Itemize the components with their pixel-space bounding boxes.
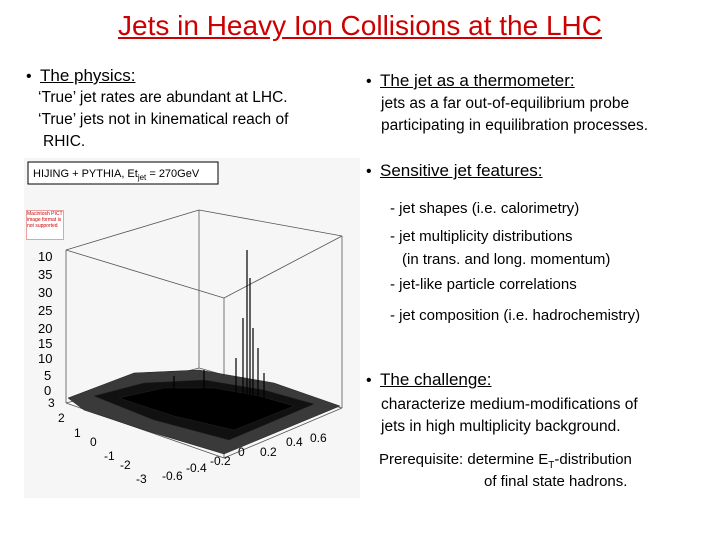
- z-tick-label: 25: [38, 303, 53, 318]
- features-heading: [366, 161, 543, 182]
- thermometer-line: participating in equilibration processes.: [381, 117, 649, 134]
- thermometer-text: [381, 93, 648, 137]
- x-tick-label: -0.6: [162, 469, 183, 483]
- feature-item: (in trans. and long. momentum): [402, 251, 611, 268]
- feature-item: - jet composition (i.e. hadrochemistry): [390, 307, 641, 324]
- y-tick-label: 3: [48, 396, 55, 410]
- z-tick-label: 10: [38, 249, 53, 264]
- feature-item: - jet shapes (i.e. calorimetry): [390, 200, 580, 217]
- bullet-icon: •: [366, 163, 372, 180]
- lego-plot-image: [24, 158, 360, 498]
- bullet-icon: •: [26, 68, 32, 85]
- z-tick-label: 5: [44, 368, 52, 383]
- x-tick-label: 0: [238, 445, 245, 459]
- slide-title: Jets in Heavy Ion Collisions at the LHC: [118, 10, 602, 41]
- challenge-line: characterize medium-modifications of: [381, 396, 638, 413]
- z-tick-label: 30: [38, 285, 53, 300]
- y-tick-label: 2: [58, 411, 65, 425]
- physics-heading: [26, 66, 135, 87]
- plot-legend-suffix: = 270GeV: [146, 168, 200, 180]
- bullet-icon: •: [366, 372, 372, 389]
- physics-line: RHIC.: [43, 133, 86, 150]
- physics-line: ‘True’ jet rates are abundant at LHC.: [38, 89, 288, 106]
- plot-legend-sub: jet: [137, 173, 147, 182]
- x-tick-label: 0.2: [260, 445, 277, 459]
- physics-line: ‘True’ jets not in kinematical reach of: [38, 111, 289, 128]
- y-tick-label: -3: [136, 472, 147, 486]
- physics-heading-label: The physics:: [40, 66, 136, 85]
- physics-text: [38, 87, 348, 153]
- challenge-text: [381, 394, 638, 438]
- x-tick-label: 0.6: [310, 431, 327, 445]
- z-tick-label: 20: [38, 321, 53, 336]
- y-tick-label: -1: [104, 449, 115, 463]
- z-tick-label: 35: [38, 267, 53, 282]
- x-tick-label: -0.2: [210, 454, 231, 468]
- prerequisite-suffix: -distribution: [554, 451, 632, 468]
- prerequisite-subscript: T: [548, 460, 555, 471]
- y-tick-label: 1: [74, 426, 81, 440]
- challenge-heading: [366, 370, 492, 391]
- plot-legend-prefix: HIJING + PYTHIA, Et: [33, 168, 138, 180]
- bullet-icon: •: [366, 73, 372, 90]
- y-tick-label: 0: [90, 435, 97, 449]
- y-tick-label: -2: [120, 458, 131, 472]
- challenge-line: jets in high multiplicity background.: [381, 418, 621, 435]
- x-tick-label: 0.4: [286, 435, 303, 449]
- unsupported-image-notice: Macintosh PICT image format is not supported: [26, 210, 64, 240]
- thermometer-line: jets as a far out-of-equilibrium probe: [381, 95, 630, 112]
- prerequisite-prefix: Prerequisite: determine E: [379, 451, 549, 468]
- z-tick-label: 0: [44, 383, 52, 398]
- z-tick-label: 10: [38, 351, 53, 366]
- feature-item: - jet-like particle correlations: [390, 276, 577, 293]
- x-tick-label: -0.4: [186, 461, 207, 475]
- thermometer-heading: [366, 71, 575, 92]
- z-tick-label: 15: [38, 336, 53, 351]
- feature-item: - jet multiplicity distributions: [390, 228, 573, 245]
- challenge-heading-label: The challenge:: [380, 370, 492, 389]
- features-heading-label: Sensitive jet features:: [380, 161, 543, 180]
- prerequisite-line-2: of final state hadrons.: [484, 473, 628, 490]
- plot-legend: [33, 168, 200, 182]
- thermometer-heading-label: The jet as a thermometer:: [380, 71, 575, 90]
